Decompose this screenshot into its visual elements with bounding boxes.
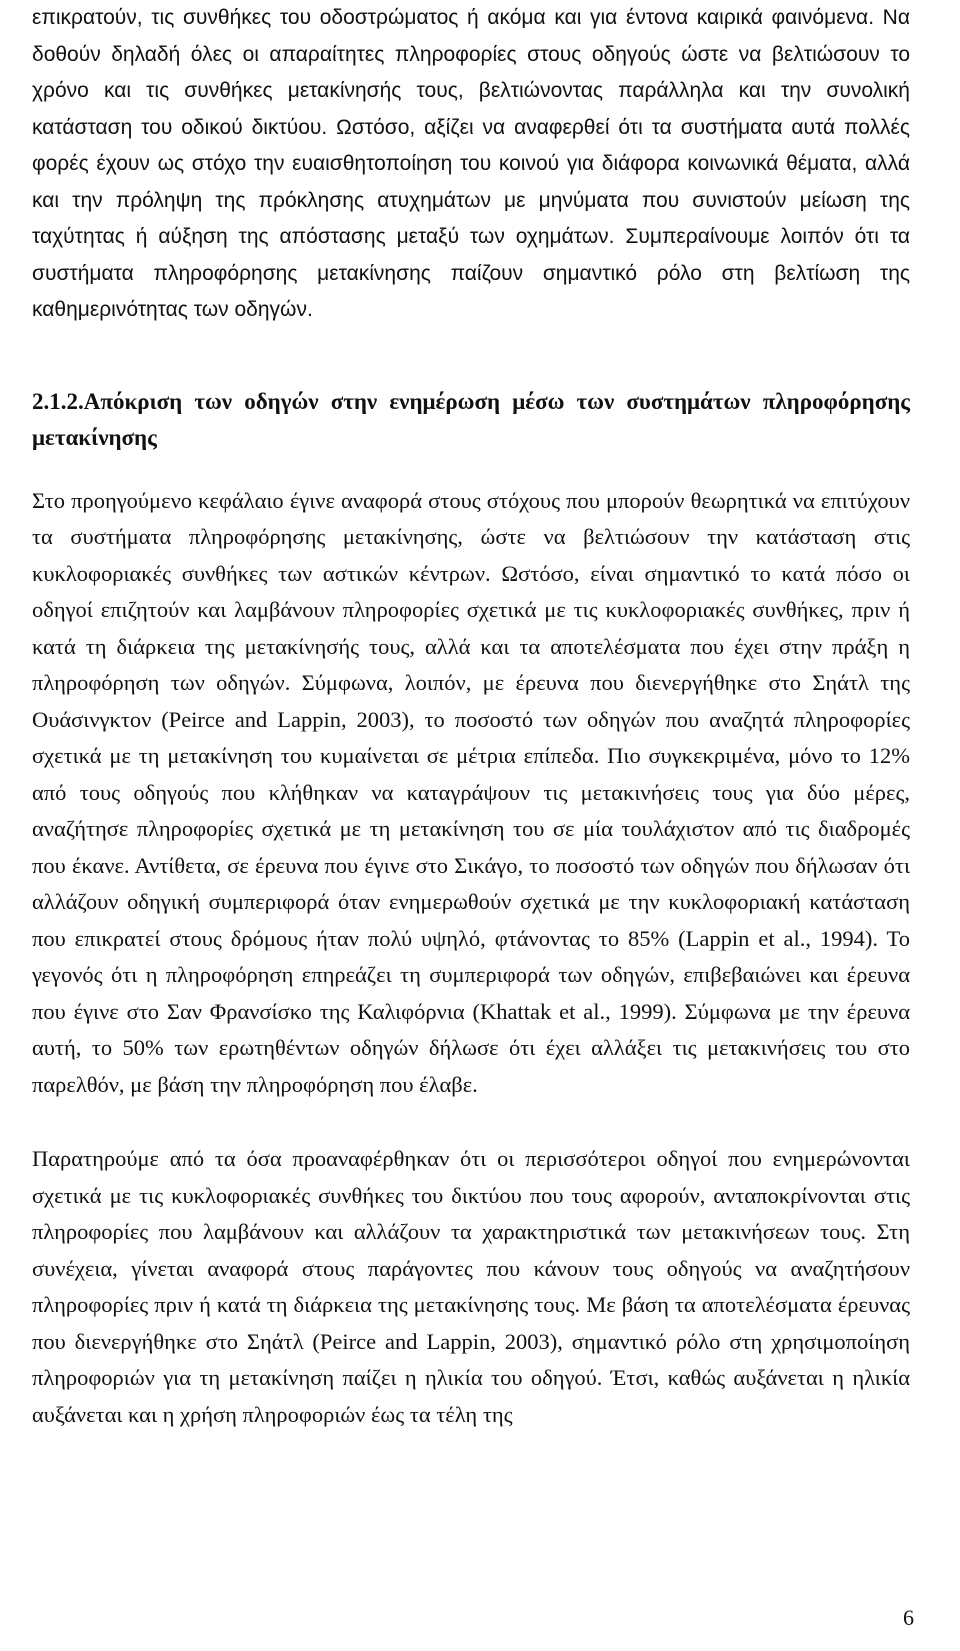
section-heading: 2.1.2.Απόκριση των οδηγών στην ενημέρωση μέσω των συστημάτων πληροφόρησης μετακίνησης bbox=[32, 388, 910, 450]
body-paragraph-2: Παρατηρούμε από τα όσα προαναφέρθηκαν ότι οι περισσότεροι οδηγοί που ενημερώνονται σχετικά με τις κυκλοφοριακές συνθήκες του δικτύου που τους αφορούν, ανταποκρίνονται στις πληροφορίες που λαμβάνουν και αλλάζουν τα χαρακτηριστικά των μετακινήσεων τους. Στη συνέχεια, γίνεται αναφορά στους παράγοντες που κάνουν τους οδηγούς να αναζητήσουν πληροφορίες πριν ή κατά τη διάρκεια της μετακίνησης τους. Με βάση τα αποτελέσματα έρευνας που διενεργήθηκε στο Σηάτλ (Peirce and Lappin, 2003), σημαντικό ρόλο στη χρησιμοποίηση πληροφοριών για τη μετακίνηση παίζει η ηλικία του οδηγού. Έτσι, καθώς αυξάνεται η ηλικία αυξάνεται και η χρήση πληροφοριών έως τα τέλη της bbox=[32, 1146, 910, 1427]
intro-paragraph: επικρατούν, τις συνθήκες του οδοστρώματος ή ακόμα και για έντονα καιρικά φαινόμενα. Να δοθούν δηλαδή όλες οι απαραίτητες πληροφορίες στους οδηγούς ώστε να βελτιώσουν το χρόνο και τις συνθήκες μετακίνησής τους, βελτιώνοντας παράλληλα και την συνολική κατάσταση του οδικού δικτύου. Ωστόσο, αξίζει να αναφερθεί ότι τα συστήματα αυτά πολλές φορές έχουν ως στόχο την ευαισθητοποίηση του κοινού για διάφορα κοινωνικά θέματα, αλλά και την πρόληψη της πρόκλησης ατυχημάτων με μηνύματα που συνιστούν μείωση της ταχύτητας ή αύξηση της απόστασης μεταξύ των οχημάτων. Συμπεραίνουμε λοιπόν ότι τα συστήματα πληροφόρησης μετακίνησης παίζουν σημαντικό ρόλο στη βελτίωση της καθημερινότητας των οδηγών. bbox=[32, 6, 910, 321]
page-number: 6 bbox=[903, 1605, 914, 1630]
body-paragraph-1: Στο προηγούμενο κεφάλαιο έγινε αναφορά στους στόχους που μπορούν θεωρητικά να επιτύχουν τα συστήματα πληροφόρησης μετακίνησης, ώστε να βελτιώσουν την κατάσταση στις κυκλοφοριακές συνθήκες των αστικών κέντρων. Ωστόσο, είναι σημαντικό το κατά πόσο οι οδηγοί επιζητούν και λαμβάνουν πληροφορίες σχετικά με τις κυκλοφοριακές συνθήκες, πριν ή κατά τη διάρκεια της μετακίνησής τους, αλλά και τα αποτελέσματα που έχει στην πράξη η πληροφόρηση των οδηγών. Σύμφωνα, λοιπόν, με έρευνα που διενεργήθηκε στο Σηάτλ της Ουάσινγκτον (Peirce and Lappin, 2003), το ποσοστό των οδηγών που αναζητά πληροφορίες σχετικά με τη μετακίνηση του κυμαίνεται σε μέτρια επίπεδα. Πιο συγκεκριμένα, μόνο το 12% από τους οδηγούς που κλήθηκαν να καταγράψουν τις μετακινήσεις τους για δύο μέρες, αναζήτησε πληροφορίες σχετικά με τη μετακίνηση του σε μία τουλάχιστον από τις διαδρομές που έκανε. Αντίθετα, σε έρευνα που έγινε στο Σικάγο, το ποσοστό των οδηγών που δήλωσαν ότι αλλάζουν οδηγική συμπεριφορά όταν ενημερωθούν σχετικά με την κυκλοφοριακή κατάσταση που επικρατεί στους δρόμους ήταν πολύ υψηλό, φτάνοντας το 85% (Lappin et al., 1994). Το γεγονός ότι η πληροφόρηση επηρεάζει τη συμπεριφορά των οδηγών, επιβεβαιώνει και έρευνα που έγινε στο Σαν Φρανσίσκο της Καλιφόρνια (Khattak et al., 1999). Σύμφωνα με την έρευνα αυτή, το 50% των ερωτηθέντων οδηγών δήλωσε ότι έχει αλλάξει τις μετακινήσεις του στο παρελθόν, με βάση την πληροφόρηση που έλαβε. bbox=[32, 487, 910, 1097]
document-page bbox=[32, 0, 910, 1433]
